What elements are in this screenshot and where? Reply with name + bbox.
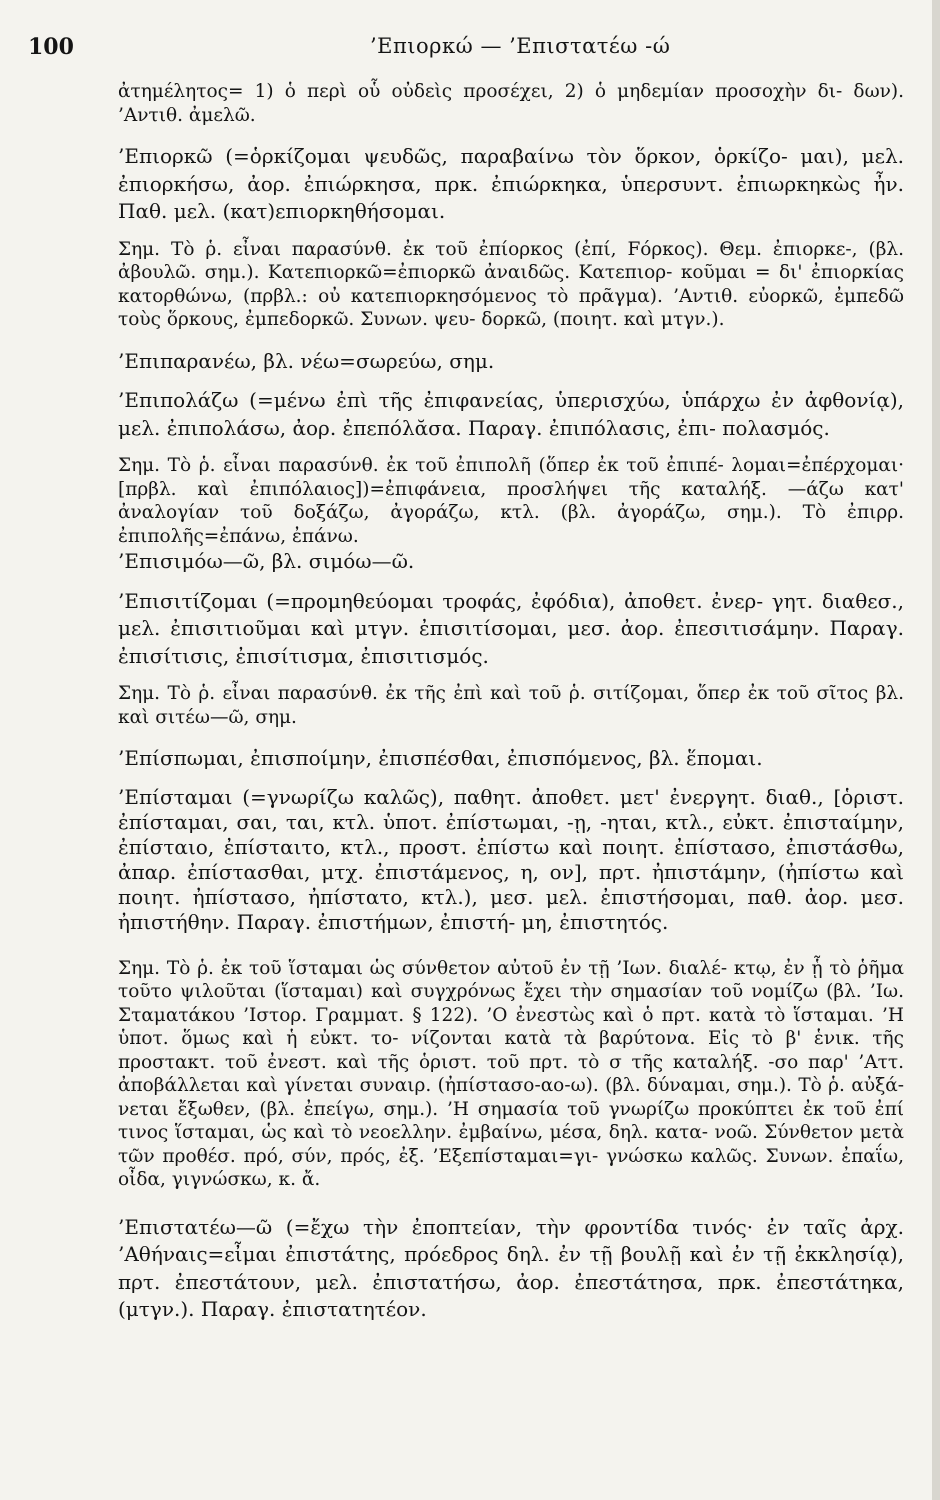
entry-epipolazo: ’Επιπολάζω (=μένω ἐπὶ τῆς ἐπιφανείας, ὑπερισχύω, ὑπάρχω ἐν ἀφθονίᾳ), μελ. ἐπιπολάσω, ἀορ. ἐπεπόλᾰσα. Παραγ. ἐπιπόλασις, ἐπι- πολασμός.	[118, 388, 904, 440]
entry-episitizomai: ’Επισιτίζομαι (=προμηθεύομαι τροφάς, ἐφόδια), ἀποθετ. ἐνερ- γητ. διαθεσ., μελ. ἐπισιτιοῦμαι καὶ μτγν. ἐπισιτίσομαι, μεσ. ἀορ. ἐπεσιτισάμην. Παραγ. ἐπισίτισις, ἐπισίτισμα, ἐπισιτισμός.	[118, 588, 904, 668]
entry-epistateo: ’Επιστατέω—ῶ (=ἔχω τὴν ἐποπτείαν, τὴν φροντίδα τινός· ἐν ταῖς ἀρχ. ’Αθήναις=εἶμαι ἐπιστάτης, πρόεδρος δηλ. ἐν τῇ βουλῇ καὶ ἐν τῇ ἐκκλησίᾳ), πρτ. ἐπεστάτουν, μελ. ἐπιστατήσω, ἀορ. ἐπεστάτησα, πρκ. ἐπεστάτηκα, (μτγν.). Παραγ. ἐπιστατητέον.	[118, 1214, 904, 1321]
entry-epistamai: ’Επίσταμαι (=γνωρίζω καλῶς), παθητ. ἀποθετ. μετ' ἐνεργητ. διαθ., [ὁριστ. ἐπίσταμαι, σαι, ται, κτλ. ὑποτ. ἐπίστωμαι, -ῃ, -ηται, κτλ., εὐκτ. ἐπισταίμην, ἐπίσταιο, ἐπίσταιτο, κτλ., προστ. ἐπίστω καὶ ποιητ. ἐπίστασο, ἐπιστάσθω, ἀπαρ. ἐπίστασθαι, μτχ. ἐπιστάμενος, η, ον], πρτ. ἠπιστάμην, (ἠπίστω καὶ ποιητ. ἠπίστασο, ἠπίστατο, κτλ.), μεσ. μελ. ἐπιστήσομαι, παθ. ἀορ. μεσ. ἠπιστήθην. Παραγ. ἐπιστήμων, ἐπιστή- μη, ἐπιστητός.	[118, 784, 904, 934]
note-epistamai: Σημ. Τὸ ῥ. ἐκ τοῦ ἵσταμαι ὡς σύνθετον αὐτοῦ ἐν τῇ ’Ιων. διαλέ- κτῳ, ἐν ᾗ τὸ ῥῆμα τοῦτο ψιλοῦται (ἵσταμαι) καὶ συγχρόνως ἔχει τὴν σημασίαν τοῦ νομίζω (βλ. ’Ιω. Σταματάκου ’Ιστορ. Γραμματ. § 122). ’Ο ἐνεστὼς καὶ ὁ πρτ. κατὰ τὸ ἵσταμαι. ’Η ὑποτ. ὅμως καὶ ἡ εὐκτ. το- νίζονται κατὰ τὰ βαρύτονα. Εἰς τὸ β' ἑνικ. τῆς προστακτ. τοῦ ἐνεστ. καὶ τῆς ὁριστ. τοῦ πρτ. τὸ σ τῆς καταλήξ. -σο παρ' ’Αττ. ἀποβάλλεται καὶ γίνεται συναιρ. (ἠπίστασο-αο-ω). (βλ. δύναμαι, σημ.). Τὸ ῥ. αὐξά- νεται ἔξωθεν, (βλ. ἐπείγω, σημ.). ’Η σημασία τοῦ γνωρίζω προκύπτει ἐκ τοῦ ἐπί τινος ἵσταμαι, ὡς καὶ τὸ νεοελλην. ἐμβαίνω, μέσα, δηλ. κατα- νοῶ. Σύνθετον μετὰ τῶν προθέσ. πρό, σύν, πρός, ἐξ. ’Εξεπίσταμαι=γι- γνώσκω καλῶς. Συνων. ἐπαΐω, οἶδα, γιγνώσκω, κ. ἄ.	[118, 957, 904, 1190]
page-number: 100	[28, 34, 74, 60]
entry-epiorko: ’Επιορκῶ (=ὁρκίζομαι ψευδῶς, παραβαίνω τὸν ὅρκον, ὁρκίζο- μαι), μελ. ἐπιορκήσω, ἀορ. ἐπιώρκησα, πρκ. ἐπιώρκηκα, ὑπερσυντ. ἐπιωρκηκὼς ἦν. Παθ. μελ. (κατ)επιορκηθήσομαι.	[118, 144, 904, 223]
running-head: ’Επιορκώ — ’Επιστατέω -ώ	[370, 34, 671, 58]
page-edge-shadow	[932, 0, 940, 1500]
page-header	[28, 28, 904, 68]
entry-continuation: ἀτημέλητος= 1) ὁ περὶ οὗ οὐδεὶς προσέχει, 2) ὁ μηδεμίαν προσοχὴν δι- δων). ’Αντιθ. ἀμελῶ.	[118, 81, 904, 126]
note-epiorko: Σημ. Τὸ ῥ. εἶναι παρασύνθ. ἐκ τοῦ ἐπίορκος (ἐπί, Fόρκος). Θεμ. ἐπιορκε-, (βλ. ἀβουλῶ. σημ.). Κατεπιορκῶ=ἐπιορκῶ ἀναιδῶς. Κατεπιορ- κοῦμαι = δι' ἐπιορκίας κατορθώνω, (πρβλ.: οὐ κατεπιορκησόμενος τὸ πρᾶγμα). ’Αντιθ. εὐορκῶ, ἐμπεδῶ τοὺς ὅρκους, ἐμπεδορκῶ. Συνων. ψευ- δορκῶ, (ποιητ. καὶ μτγν.).	[118, 238, 904, 330]
note-episitizomai: Σημ. Τὸ ῥ. εἶναι παρασύνθ. ἐκ τῆς ἐπὶ καὶ τοῦ ῥ. σιτίζομαι, ὅπερ ἐκ τοῦ σῖτος βλ. καὶ σιτέω—ῶ, σημ.	[118, 683, 904, 728]
note-epipolazo: Σημ. Τὸ ῥ. εἶναι παρασύνθ. ἐκ τοῦ ἐπιπολῆ (ὅπερ ἐκ τοῦ ἐπιπέ- λομαι=ἐπέρχομαι· [πρβλ. καὶ ἐπιπόλαιος])=ἐπιφάνεια, προσλήψει τῆς καταλήξ. —άζω κατ' ἀναλογίαν τοῦ δοξάζω, ἀγοράζω, κτλ. (βλ. ἀγοράζω, σημ.). Τὸ ἐπιρρ. ἐπιπολῆς=ἐπάνω, ἐπάνω.	[118, 455, 904, 547]
entry-epiparaneo: ’Επιπαρανέω, βλ. νέω=σωρεύω, σημ.	[118, 348, 495, 373]
entry-epispomai: ’Επίσπωμαι, ἐπισποίμην, ἐπισπέσθαι, ἐπισπόμενος, βλ. ἕπομαι.	[118, 746, 763, 770]
entry-episimoo: ’Επισιμόω—ῶ, βλ. σιμόω—ῶ.	[118, 549, 415, 573]
